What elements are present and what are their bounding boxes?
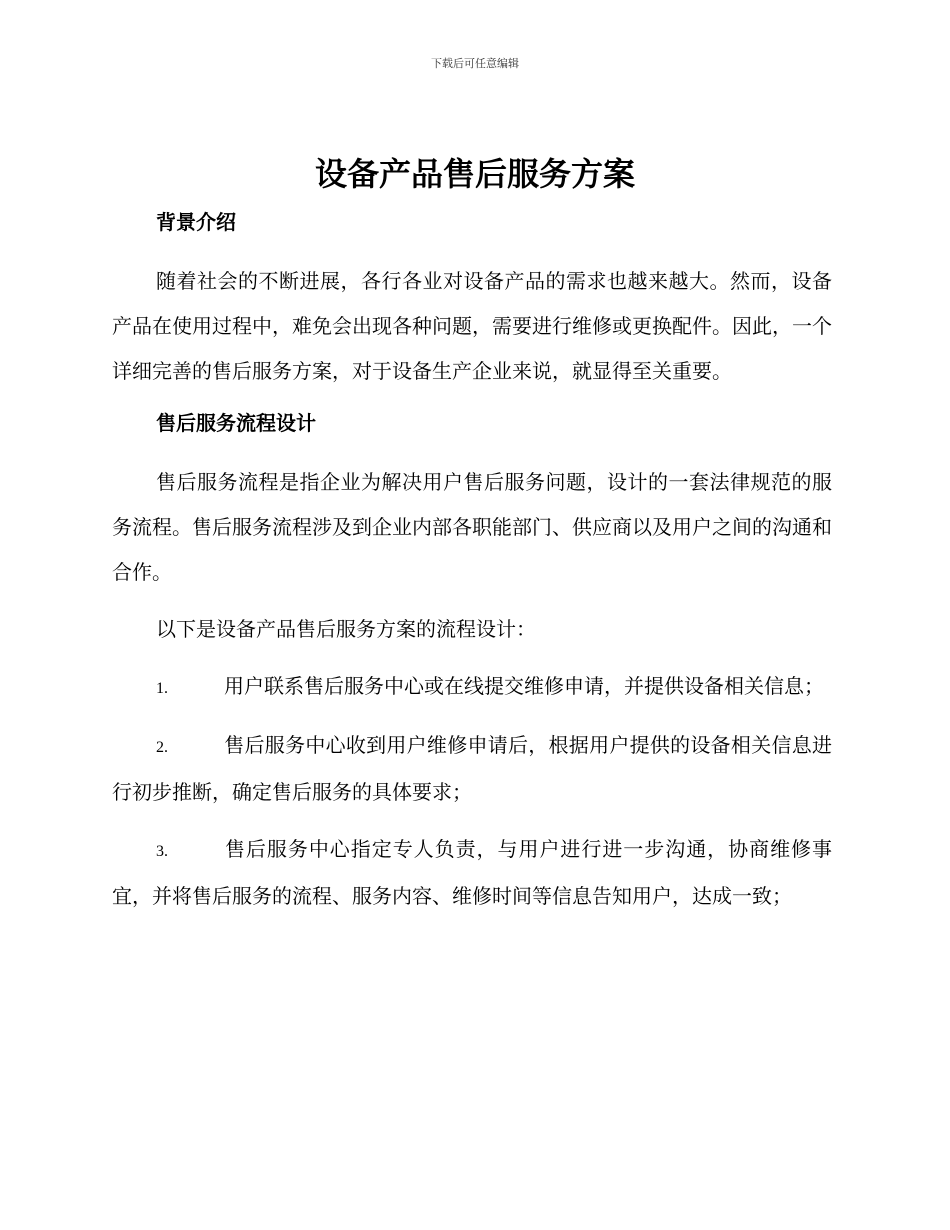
list-item-number: 1.: [156, 680, 168, 697]
list-item: [112, 723, 832, 815]
header-note: 下载后可任意编辑: [431, 57, 519, 70]
section-heading-background: 背景介绍: [156, 210, 236, 234]
list-item: [112, 827, 832, 919]
list-item-number: 2.: [156, 739, 168, 756]
list-item-text: 用户联系售后服务中心或在线提交维修申请，并提供设备相关信息；: [224, 674, 824, 698]
document-body: [112, 205, 832, 919]
list-item-text: 售后服务中心指定专人负责，与用户进行进一步沟通，协商维修事宜，并将售后服务的流程、服务内容、维修时间等信息告知用户，达成一致；: [112, 837, 832, 908]
paragraph-background: 随着社会的不断进展，各行各业对设备产品的需求也越来越大。然而，设备产品在使用过程中，难免会出现各种问题，需要进行维修或更换配件。因此，一个详细完善的售后服务方案，对于设备生产企业来说，就显得至关重要。: [112, 269, 832, 383]
section-heading-process-design: 售后服务流程设计: [156, 411, 316, 435]
list-item-number: 3.: [156, 843, 168, 860]
list-item: [112, 664, 832, 711]
document-title: 设备产品售后服务方案: [314, 155, 635, 193]
paragraph-process-definition: 售后服务流程是指企业为解决用户售后服务问题，设计的一套法律规范的服务流程。售后服务流程涉及到企业内部各职能部门、供应商以及用户之间的沟通和合作。: [112, 470, 832, 584]
paragraph-process-intro: 以下是设备产品售后服务方案的流程设计：: [156, 617, 536, 641]
list-item-text: 售后服务中心收到用户维修申请后，根据用户提供的设备相关信息进行初步推断，确定售后服务的具体要求；: [112, 733, 832, 804]
